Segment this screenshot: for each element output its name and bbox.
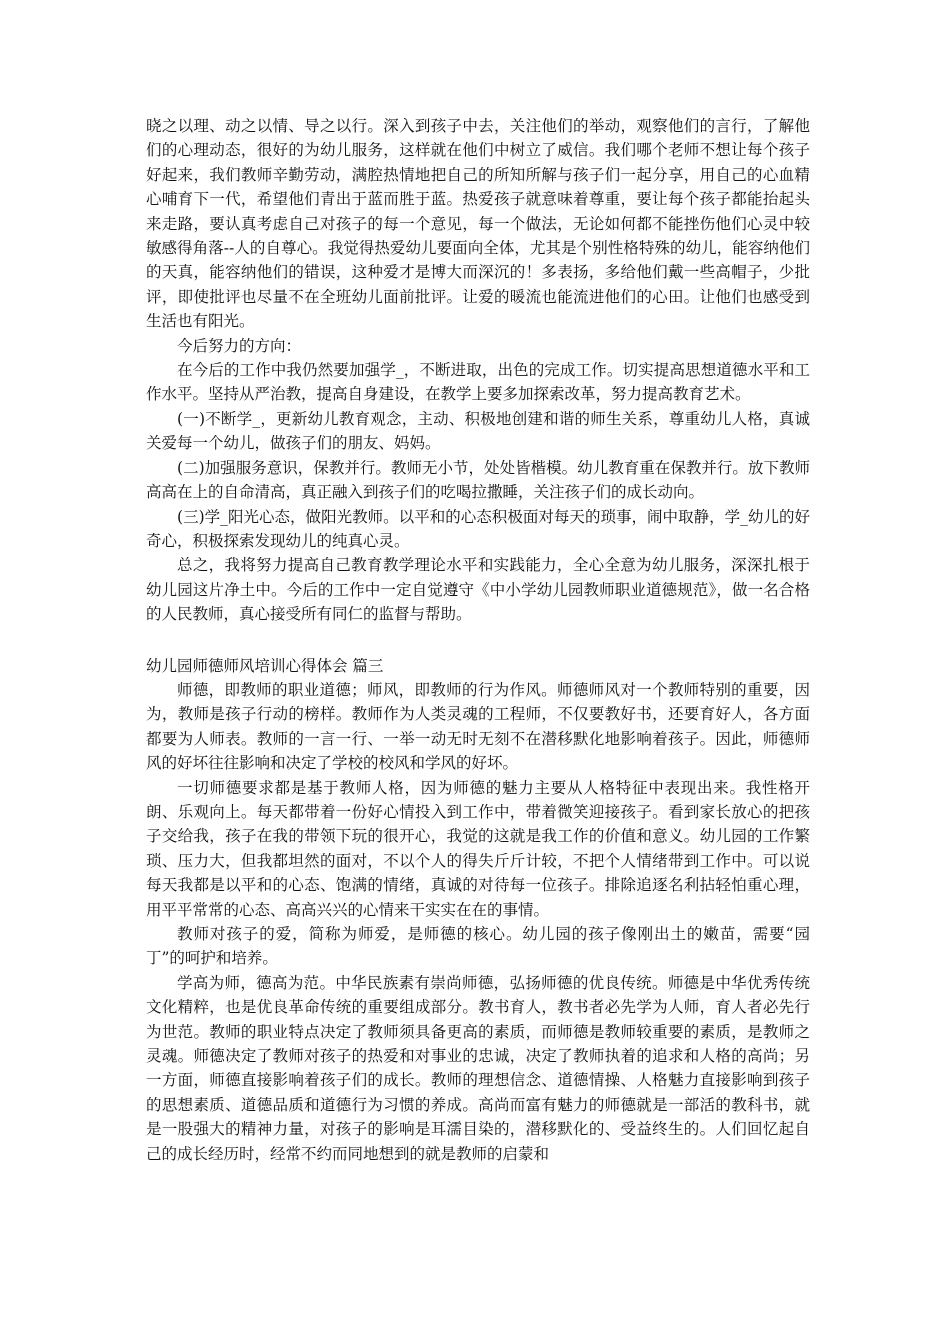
paragraph: 今后努力的方向： (177, 336, 302, 355)
paragraph: 晓之以理、动之以情、导之以行。深入到孩子中去，关注他们的举动，观察他们的言行，了解他们的心理动态，很好的为幼儿服务，这样就在他们中树立了威信。我们哪个老师不想让每个孩子好起来，我们教师辛勤劳动，满腔热情地把自己的所知所解与孩子们一起分享，用自己的心血精心哺育下一代，希望他们青出于蓝而胜于蓝。热爱孩子就意味着尊重，要让每个孩子都能抬起头来走路，要认真考虑自己对孩子的每一个意见，每一个做法，无论如何都不能挫伤他们心灵中较敏感得角落--人的自尊心。我觉得热爱幼儿要面向全体，尤其是个别性格特殊的幼儿，能容纳他们的天真，能容纳他们的错误，这种爱才是博大而深沉的！多表扬，多给他们戴一些高帽子，少批评，即使批评也尽量不在全班幼儿面前批评。让爱的暖流也能流进他们的心田。让他们也感受到生活也有阳光。 (146, 117, 810, 331)
paragraph: 在今后的工作中我仍然要加强学_，不断进取，出色的完成工作。切实提高思想道德水平和工作水平。坚持从严治教，提高自身建设，在教学上要多加探索改革，努力提高教育艺术。 (146, 361, 810, 404)
bottom-section (146, 678, 810, 1166)
paragraph: 一切师德要求都是基于教师人格，因为师德的魅力主要从人格特征中表现出来。我性格开朗、乐观向上。每天都带着一份好心情投入到工作中，带着微笑迎接孩子。看到家长放心的把孩子交给我，孩子在我的带领下玩的很开心，我觉的这就是我工作的价值和意义。幼儿园的工作繁琐、压力大，但我都坦然的面对，不以个人的得失斤斤计较，不把个人情绪带到工作中。可以说每天我都是以平和的心态、饱满的情绪，真诚的对待每一位孩子。排除追逐名利拈轻怕重心理，用平平常常的心态、高高兴兴的心情来干实实在在的事情。 (146, 778, 810, 919)
paragraph: 学高为师，德高为范。中华民族素有崇尚师德，弘扬师德的优良传统。师德是中华优秀传统文化精粹，也是优良革命传统的重要组成部分。教书育人，教书者必先学为人师，育人者必先行为世范。教师的职业特点决定了教师须具备更高的素质，而师德是教师较重要的素质，是教师之灵魂。师德决定了教师对孩子的热爱和对事业的忠诚，决定了教师执着的追求和人格的高尚；另一方面，师德直接影响着孩子们的成长。教师的理想信念、道德情操、人格魅力直接影响到孩子的思想素质、道德品质和道德行为习惯的养成。高尚而富有魅力的师德就是一部活的教科书，就是一股强大的精神力量，对孩子的影响是耳濡目染的，潜移默化的、受益终生的。人们回忆起自己的成长经历时，经常不约而同地想到的就是教师的启蒙和 (146, 973, 810, 1163)
paragraph: (三)学_阳光心态，做阳光教师。以平和的心态积极面对每天的琐事，闹中取静，学_幼儿的好奇心，积极探索发现幼儿的纯真心灵。 (146, 507, 810, 550)
top-section (146, 114, 810, 627)
paragraph: 总之，我将努力提高自己教育教学理论水平和实践能力，全心全意为幼儿服务，深深扎根于幼儿园这片净土中。今后的工作中一定自觉遵守《中小学幼儿园教师职业道德规范》，做一名合格的人民教师，真心接受所有同仁的监督与帮助。 (146, 556, 810, 624)
document-page (146, 114, 810, 1166)
paragraph: (一)不断学_，更新幼儿教育观念，主动、积极地创建和谐的师生关系，尊重幼儿人格，真诚关爱每一个幼儿，做孩子们的朋友、妈妈。 (146, 409, 810, 453)
paragraph: 师德，即教师的职业道德；师风，即教师的行为作风。师德师风对一个教师特别的重要，因为，教师是孩子行动的榜样。教师作为人类灵魂的工程师，不仅要教好书，还要育好人，各方面都要为人师表。教师的一言一行、一举一动无时无刻不在潜移默化地影响着孩子。因此，师德师风的好坏往往影响和决定了学校的校风和学风的好坏。 (146, 680, 810, 773)
paragraph: 教师对孩子的爱，简称为师爱，是师德的核心。幼儿园的孩子像刚出土的嫩苗，需要“园丁”的呵护和培养。 (146, 925, 810, 968)
section-title: 幼儿园师德师风培训心得体会 篇三 (146, 656, 384, 675)
paragraph: (二)加强服务意识，保教并行。教师无小节，处处皆楷模。幼儿教育重在保教并行。放下教师高高在上的自命清高，真正融入到孩子们的吃喝拉撒睡，关注孩子们的成长动向。 (146, 458, 810, 502)
